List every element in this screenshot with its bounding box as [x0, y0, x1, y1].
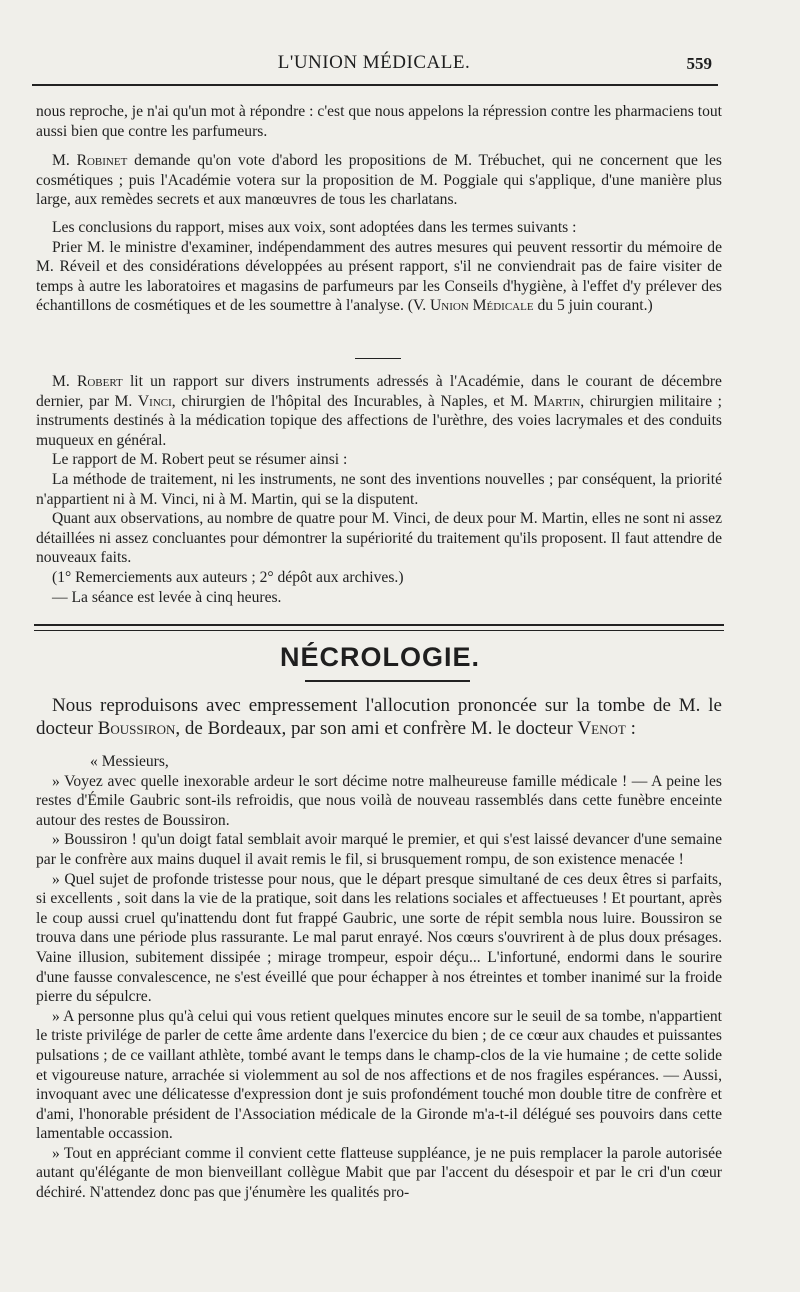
- paragraph: Le rapport de M. Robert peut se résumer ainsi :: [52, 451, 348, 469]
- paragraph: [36, 372, 722, 450]
- necrologie-block: [36, 694, 722, 1203]
- page-number: 559: [686, 54, 712, 73]
- speaker-name: M. Robinet: [52, 152, 128, 170]
- paragraph: » A personne plus qu'à celui qui vous retient quelques minutes encore sur le seuil de sa tombe, n'appartient le triste privilége de parler de cette âme ardente dans l'exercice du bien ; de ce cœur aux chaudes et puissantes pulsations ; de ce vaillant athlète, tombé avant le temps dans le champ-clos de la vie humaine ; de cette solide et vigoureuse nature, arrachée si violemment au sol de nos affections et de nos fragiles espérances. — Aussi, invoquant avec une délicatesse d'expression dont je suis profondément touché mon double titre de confrère et d'ami, l'honorable président de l'Association médicale de la Gironde m'a-t-il délégué ses pouvoirs dans cette lamentable occassion.: [36, 1007, 722, 1143]
- person-name: Venot: [577, 718, 626, 739]
- paragraph: » Tout en appréciant comme il convient cette flatteuse suppléance, je ne puis remplacer la parole autorisée autant qu'élégante de mon bienveillant collègue Mabit que par l'accent du désespoir et par le cri d'un cœur déchiré. N'attendez donc pas que j'énumère les qualités pro-: [36, 1144, 722, 1202]
- paragraph: nous reproche, je n'ai qu'un mot à répondre : c'est que nous appelons la répression contre les pharmaciens tout aussi bien que contre les parfumeurs.: [36, 103, 722, 140]
- paragraph: » Boussiron ! qu'un doigt fatal semblait avoir marqué le premier, et qui s'est laissé devancer d'une semaine par le confrère aux mains duquel il avait remis le fil, si brusquement rompu, de son existence menacée !: [36, 831, 722, 868]
- paragraph: — La séance est levée à cinq heures.: [52, 588, 282, 606]
- section-double-rule: [34, 624, 724, 631]
- session-text-block-1: [36, 102, 722, 316]
- paragraph-text: lit un rapport sur divers instruments adressés à l'Académie, dans le courant de décembre dernier, par M.: [36, 373, 722, 410]
- paragraph: Les conclusions du rapport, mises aux voix, sont adoptées dans les termes suivants :: [52, 218, 577, 236]
- journal-reference: Union Médicale: [430, 297, 534, 315]
- paragraph: [36, 238, 722, 316]
- paragraph: » Voyez avec quelle inexorable ardeur le sort décime notre malheureuse famille médicale ! — A peine les restes d'Émile Gaubric sont-ils refroidis, que nous voilà de nouveau rassemblés dans cette funèbre enceinte autour des restes de Boussiron.: [36, 772, 722, 829]
- salutation: « Messieurs,: [90, 753, 169, 770]
- session-text-block-2: [36, 372, 722, 607]
- paragraph-text: demande qu'on vote d'abord les propositions de M. Trébuchet, qui ne concernent que les cosmétiques ; puis l'Académie votera sur la proposition de M. Poggiale qui s'applique, d'une manière plus large, aux remèdes secrets et aux manœuvres de tous les charlatans.: [36, 152, 722, 209]
- lead-paragraph: [36, 694, 722, 740]
- paragraph-text: Prier M. le ministre d'examiner, indépendamment des autres mesures qui peuvent ressortir du mémoire de M. Réveil et des considérations développées au présent rapport, s'il ne conviendrait pas de faire visiter de temps à autre les laboratoires et magasins de parfumeurs par les Conseils d'hygiène, à l'effet d'y prélever des échantillons de cosmétiques et de les soumettre à l'analyse. (V.: [36, 238, 722, 315]
- header-rule: [32, 84, 718, 86]
- speaker-name: M. Robert: [52, 373, 123, 390]
- person-name: Martin: [533, 392, 581, 410]
- heading-rule: [305, 680, 470, 682]
- paragraph: » Quel sujet de profonde tristesse pour nous, que le départ presque simultané de ces deux êtres si parfaits, si excellents , soit dans la vie de la pratique, soit dans les relations sociales et affectueuses ! Et pourtant, après le coup aussi cruel qu'inattendu dont fut frappé Gaubric, une sorte de répit sembla nous luire. Boussiron se trouva dans une période plus rassurante. Le mal parut enrayé. Nos cœurs s'ouvrirent à de plus doux présages. Vaine illusion, subitement dissipée ; mirage trompeur, espoir déçu... L'infortuné, endormi dans le sourire d'une fausse convalescence, ne s'est éveillé que pour échapper à nos étreintes et tomber inanimé sur la froide pierre du sépulcre.: [36, 870, 722, 1006]
- section-heading: NÉCROLOGIE.: [279, 642, 480, 672]
- paragraph-text: :: [625, 718, 636, 739]
- paragraph-text: , de Bordeaux, par son ami et confrère M. le docteur: [175, 718, 578, 739]
- paragraph: La méthode de traitement, ni les instruments, ne sont des inventions nouvelles ; par conséquent, la priorité n'appartient ni à M. Vinci, ni à M. Martin, qui se la disputent.: [36, 470, 722, 508]
- paragraph-text: Nous reproduisons avec empressement l'allocution prononcée sur la tombe de M. le docteur: [36, 695, 722, 739]
- paragraph: (1° Remerciements aux auteurs ; 2° dépôt aux archives.): [52, 568, 404, 586]
- paragraph-text: , chirurgien militaire ; instruments destinés à la médication topique des affections de l'urèthre, des voies lacrymales et des conduits muqueux en général.: [36, 392, 722, 449]
- paragraph: Quant aux observations, au nombre de quatre pour M. Vinci, de deux pour M. Martin, elles ne sont ni assez détaillées ni assez concluantes pour démontrer la supériorité du traitement qu'ils proposent. Il faut attendre de nouveaux faits.: [36, 510, 722, 567]
- person-name: Vinci: [137, 392, 172, 410]
- person-name: Boussiron: [97, 718, 176, 739]
- paragraph-text: , chirurgien de l'hôpital des Incurables, à Naples, et M.: [171, 392, 534, 410]
- paragraph: [36, 151, 722, 210]
- running-header: [30, 52, 718, 76]
- section-separator: [355, 358, 401, 359]
- journal-title: L'UNION MÉDICALE.: [277, 52, 471, 73]
- paragraph-text: du 5 juin courant.): [533, 297, 653, 315]
